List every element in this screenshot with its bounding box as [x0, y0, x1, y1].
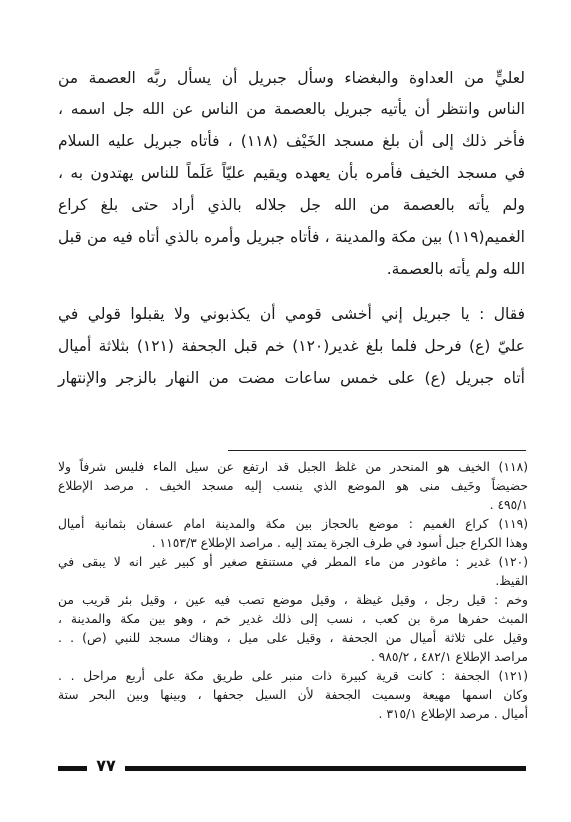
body-line-2: الناس وانتظر أن يأتيه جبريل بالعصمة من الناس عن الله جل اسمه ،	[58, 100, 525, 118]
footnote-line-13: وكان اسمها مهيعة وسميت الجحفة لأن السيل جحفها ، وبينها وبين البحر ستة	[58, 688, 528, 702]
footnote-line-7: القيظ.	[495, 574, 528, 588]
body-line-3: فأخر ذلك إلى أن بلغ مسجد الخَيْف (١١٨) ، فأتاه جبريل عليه السلام	[58, 132, 525, 150]
body-line-1: لعليٍّ من العداوة والبغضاء وسأل جبريل أن يسأل ربَّه العصمة من	[58, 69, 525, 87]
body-line-4: في مسجد الخيف فأمره بأن يعهده ويقيم عليّاً عَلَماً للناس يهتدون به ،	[58, 164, 525, 182]
footnote-line-14: أميال . مرصد الإطلاع ٣١٥/١ .	[378, 707, 528, 721]
footnote-line-3: ٤٩٥/١ .	[489, 498, 528, 512]
footnote-line-8: وخم : قيل رجل ، وقيل غيظة ، وقيل موضع تصب فيه عين ، وقيل بئر قريب من	[58, 593, 528, 607]
footnote-line-12: (١٢١) الجحفة : كانت قرية كبيرة ذات منبر على طريق مكة على أربع مراحل . .	[58, 669, 528, 683]
body-line-9: عليّ (ع) فرحل فلما بلغ غدير(١٢٠) خم قبل الجحفة (١٢١) بثلاثة أميال	[58, 337, 526, 355]
body-line-7: الله ولم يأته بالعصمة.	[386, 260, 525, 278]
body-line-8: فقال : يا جبريل إني أخشى قومي أن يكذبوني ولا يقبلوا قولي في	[58, 305, 525, 323]
footnote-line-2: حضيضاً وخَيف منى هو الموضع الذي ينسب إليه مسجد الخيف . مرصد الإطلاع	[58, 479, 528, 493]
page-number: ٧٧	[96, 756, 116, 775]
footer-bar-right	[125, 766, 526, 771]
footnote-divider	[228, 450, 526, 451]
footnote-line-9: المبث حفرها مرة بن كعب ، نسب إلى ذلك غدير خم ، وهو بين مكة والمدينة ،	[58, 612, 528, 626]
body-line-10: أتاه جبريل (ع) على خمس ساعات مضت من النهار بالزجر والإنتهار	[58, 369, 525, 387]
body-line-6: الغميم(١١٩) بين مكة والمدينة ، فأتاه جبريل وأمره بالذي أتاه فيه من قبل	[58, 228, 525, 246]
footnote-line-6: (١٢٠) غدير : ماغودر من ماء المطر في مستنقع صغير أو كبير غير انه لا يبقى في	[58, 555, 528, 569]
footnote-line-11: مراصد الإطلاع ٤٨٢/١ ، ٩٨٥/٢ .	[370, 650, 528, 664]
body-line-5: ولم يأته بالعصمة من الله جل جلاله بالذي أراد حتى بلغ كراع	[58, 196, 525, 214]
footnote-line-1: (١١٨) الخيف هو المنحدر من غلظ الجبل قد ارتفع عن سيل الماء فليس شرفاً ولا	[58, 460, 528, 474]
footnote-line-10: وقيل على ثلاثة أميال من الجحفة ، وقيل على ميل ، وهناك مسجد للنبي (ص) . .	[58, 631, 528, 645]
footer-bar-left	[58, 766, 87, 771]
footnote-line-5: وهذا الكراع جبل أسود في طرف الجرة يمتد إليه . مراصد الإطلاع ١١٥٣/٣ .	[151, 536, 528, 550]
footnote-line-4: (١١٩) كراع الغميم : موضع بالحجاز بين مكة والمدينة امام عسفان بثمانية أميال	[58, 517, 528, 531]
